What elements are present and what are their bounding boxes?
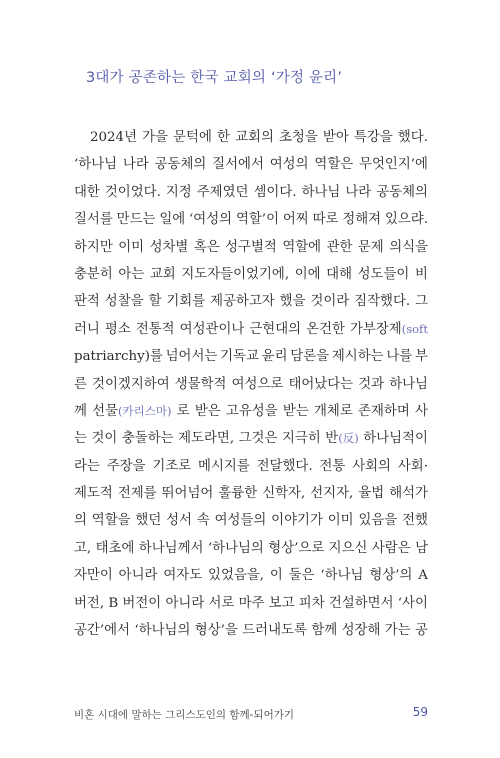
word: 역할을 (91, 513, 131, 529)
word: 교회의 (235, 130, 274, 145)
word: 하나님 (301, 184, 341, 200)
word: 나를 (386, 349, 413, 365)
text-line (74, 617, 428, 644)
word: 뛰어넘어 (161, 486, 214, 502)
word: 무엇인지’에 (359, 157, 428, 173)
word: 메시지를 (198, 458, 250, 474)
word: 아는 (118, 266, 145, 282)
word: 역할에 (282, 239, 322, 255)
page-number: 59 (412, 705, 428, 719)
word: 여자도 (163, 568, 203, 584)
word: 제도적 (74, 486, 113, 502)
word: 그것은 (238, 431, 278, 447)
word: 부 (414, 349, 428, 365)
text-line (74, 398, 428, 425)
word: 근현대의 (249, 321, 302, 337)
word: 했다. (397, 130, 428, 145)
word: 러니 (74, 321, 100, 337)
word: ‘하나님 (74, 157, 118, 173)
word: 형상’으로 (268, 540, 325, 556)
word: B (108, 595, 119, 611)
word: 질서에서 (212, 157, 264, 173)
word: 훌륭한 (218, 486, 258, 502)
word: 초청을 (279, 130, 318, 145)
word: 개체로 (313, 403, 353, 419)
word: 기독교 (220, 349, 259, 365)
word: 하나님께서 (138, 540, 204, 556)
word: 반(反) (325, 431, 359, 447)
text-line (74, 234, 428, 261)
word: 지도자들이었기에, (181, 266, 290, 282)
word: 율법 (358, 486, 385, 502)
word: 전했 (402, 513, 428, 529)
word: 성찰을 (104, 294, 144, 310)
text-line (74, 425, 428, 452)
word: 제공하고자 (210, 294, 275, 310)
text-line (74, 343, 428, 370)
word: 공동체의 (154, 157, 207, 173)
word: 있으랴. (384, 212, 428, 228)
word: ‘여성의 (189, 212, 233, 228)
word: 나라 (345, 184, 372, 200)
word: 자만이 (74, 568, 113, 584)
word: 주장을 (106, 458, 146, 474)
word: 공동체의 (376, 184, 428, 200)
word: 일에 (159, 212, 186, 228)
word: 온건한 (306, 321, 345, 337)
word: 고, (74, 540, 92, 556)
word: 형상’의 (369, 568, 413, 584)
text-line (74, 288, 428, 315)
word: 만드는 (116, 212, 156, 228)
word: 아니라 (165, 595, 205, 611)
word: 가는 (384, 623, 411, 639)
word: 지극히 (281, 431, 321, 447)
word: 판적 (74, 294, 100, 310)
word: 담론을 (290, 349, 330, 365)
word: 건설하면서 (328, 595, 394, 611)
text-line (74, 124, 428, 151)
word: 받은 (194, 403, 221, 419)
word: 것이었다. (104, 184, 161, 200)
word: 있음을 (358, 513, 398, 529)
word: 어찌 (282, 212, 309, 228)
text-line (74, 151, 428, 178)
word: 사 (414, 403, 428, 419)
word: 른 (74, 376, 87, 392)
word: 교회 (149, 266, 176, 282)
gloss-annotation: (soft (401, 321, 428, 336)
word: 정해져 (342, 212, 382, 228)
word: 는 (74, 431, 87, 447)
word: 역할은 (314, 157, 354, 173)
word: 문턱에 (173, 130, 212, 145)
text-line (74, 261, 428, 288)
word: 여성들의 (214, 513, 267, 529)
word: 고유성을 (225, 403, 278, 419)
gloss-annotation: (카리스마) (118, 403, 172, 418)
word: 이미 (118, 239, 145, 255)
word: 여성관이나 (179, 321, 245, 337)
word: 윤리 (261, 349, 288, 365)
word: 선지자, (310, 486, 354, 502)
word: 둘은 (288, 568, 315, 584)
word: 대해 (326, 266, 353, 282)
text-line (74, 590, 428, 617)
word: 해석가 (389, 486, 428, 502)
word: 버전이 (122, 595, 162, 611)
word: 했을 (279, 294, 306, 310)
word: 의 (74, 513, 87, 529)
word: 있었음을, (208, 568, 265, 584)
word: 공 (415, 623, 428, 639)
word: 라는 (74, 458, 100, 474)
word: 로 (176, 403, 190, 419)
word: 짐작했다. (354, 294, 411, 310)
word: 의식을 (389, 239, 428, 255)
word: 여성으로 (231, 376, 284, 392)
word: 충분히 (74, 266, 113, 282)
word: 이야기가 (271, 513, 323, 529)
word: 기조로 (152, 458, 192, 474)
word: 그 (415, 294, 428, 310)
word: 께 (74, 403, 87, 419)
word: 태초에 (95, 540, 135, 556)
word: 대한 (74, 184, 100, 200)
word: 성장해 (341, 623, 381, 639)
word: 받는 (282, 403, 309, 419)
word: 한 (217, 130, 230, 145)
word: 충돌하는 (121, 431, 174, 447)
word: 하지만 (74, 239, 113, 255)
word: 사회의 (352, 458, 391, 474)
text-line (74, 562, 428, 589)
word: 이에 (294, 266, 321, 282)
word: 마주 (238, 595, 265, 611)
text-line (74, 371, 428, 398)
word: 넘어서는 (165, 349, 218, 365)
running-footer-title: 비혼 시대에 말하는 그리스도인의 함께-되어가기 (74, 709, 294, 721)
word: 제시하는 (331, 349, 384, 365)
word: 보고 (268, 595, 295, 611)
word: 사회· (397, 458, 428, 474)
word: 성서 (166, 513, 192, 529)
word: 2024년 (90, 130, 138, 145)
word: 가을 (142, 130, 168, 145)
word: ‘하나님 (320, 568, 364, 584)
word: 하나님적이 (363, 431, 428, 447)
word: 속 (196, 513, 210, 529)
word: 존재하며 (358, 403, 410, 419)
word: 공간’에서 (74, 623, 130, 639)
word: 신학자, (262, 486, 306, 502)
word: 성구별적 (225, 239, 277, 255)
word: ‘하나님의 (207, 540, 264, 556)
text-line (74, 453, 428, 480)
word: 했던 (135, 513, 162, 529)
word: 특강을 (353, 130, 393, 145)
word: 질서를 (74, 212, 113, 228)
word: 이미 (327, 513, 354, 529)
text-line (74, 507, 428, 534)
word: 기회를 (166, 294, 206, 310)
word: 나라 (122, 157, 149, 173)
word: 선물(카리스마) (92, 403, 172, 419)
word: 전달했다. (256, 458, 313, 474)
word: 것이겠지하여 (92, 376, 170, 392)
word: 전제를 (117, 486, 157, 502)
word: 셈이다. (253, 184, 297, 200)
text-line (74, 179, 428, 206)
word: 성도들이 (357, 266, 410, 282)
word: 드러내도록 (242, 623, 307, 639)
word: 지으신 (328, 540, 368, 556)
word: 이 (269, 568, 283, 584)
word: 것과 (358, 376, 385, 392)
word: 비 (414, 266, 428, 282)
word: 피차 (298, 595, 325, 611)
word: 서로 (208, 595, 235, 611)
word: 가부장제(soft (350, 321, 428, 337)
word: 제도라면, (178, 431, 235, 447)
word: 함께 (311, 623, 338, 639)
word: A (418, 568, 428, 584)
word: 버전, (74, 595, 105, 611)
word: 전통적 (135, 321, 175, 337)
text-line (74, 316, 428, 343)
word: patriarchy)를 (74, 349, 163, 365)
word: 여성의 (269, 157, 309, 173)
word: ‘하나님의 (134, 623, 191, 639)
word: ‘사이 (397, 595, 428, 611)
word: 하나님 (389, 376, 428, 392)
word: 형상’을 (194, 623, 238, 639)
word: 태어났다는 (288, 376, 354, 392)
word: 전통 (319, 458, 346, 474)
word: 문제 (357, 239, 384, 255)
word: 사람은 (371, 540, 411, 556)
word: 생물학적 (174, 376, 227, 392)
text-line (74, 480, 428, 507)
word: 것이라 (310, 294, 350, 310)
word: 남 (415, 540, 428, 556)
word: 관한 (326, 239, 353, 255)
word: 지정 (165, 184, 192, 200)
text-line (74, 535, 428, 562)
word: 아니라 (118, 568, 158, 584)
word: 역할’이 (235, 212, 279, 228)
word: 성차별 (149, 239, 189, 255)
word: 것이 (91, 431, 118, 447)
word: 주제였던 (196, 184, 249, 200)
word: 평소 (104, 321, 131, 337)
word: 따로 (312, 212, 339, 228)
gloss-annotation: (反) (338, 431, 359, 446)
text-line (74, 206, 428, 233)
body-paragraph (74, 124, 428, 644)
word: 혹은 (193, 239, 220, 255)
word: 받아 (322, 130, 349, 145)
word: 할 (148, 294, 162, 310)
section-title: 3대가 공존하는 한국 교회의 ‘가정 윤리’ (86, 70, 343, 86)
